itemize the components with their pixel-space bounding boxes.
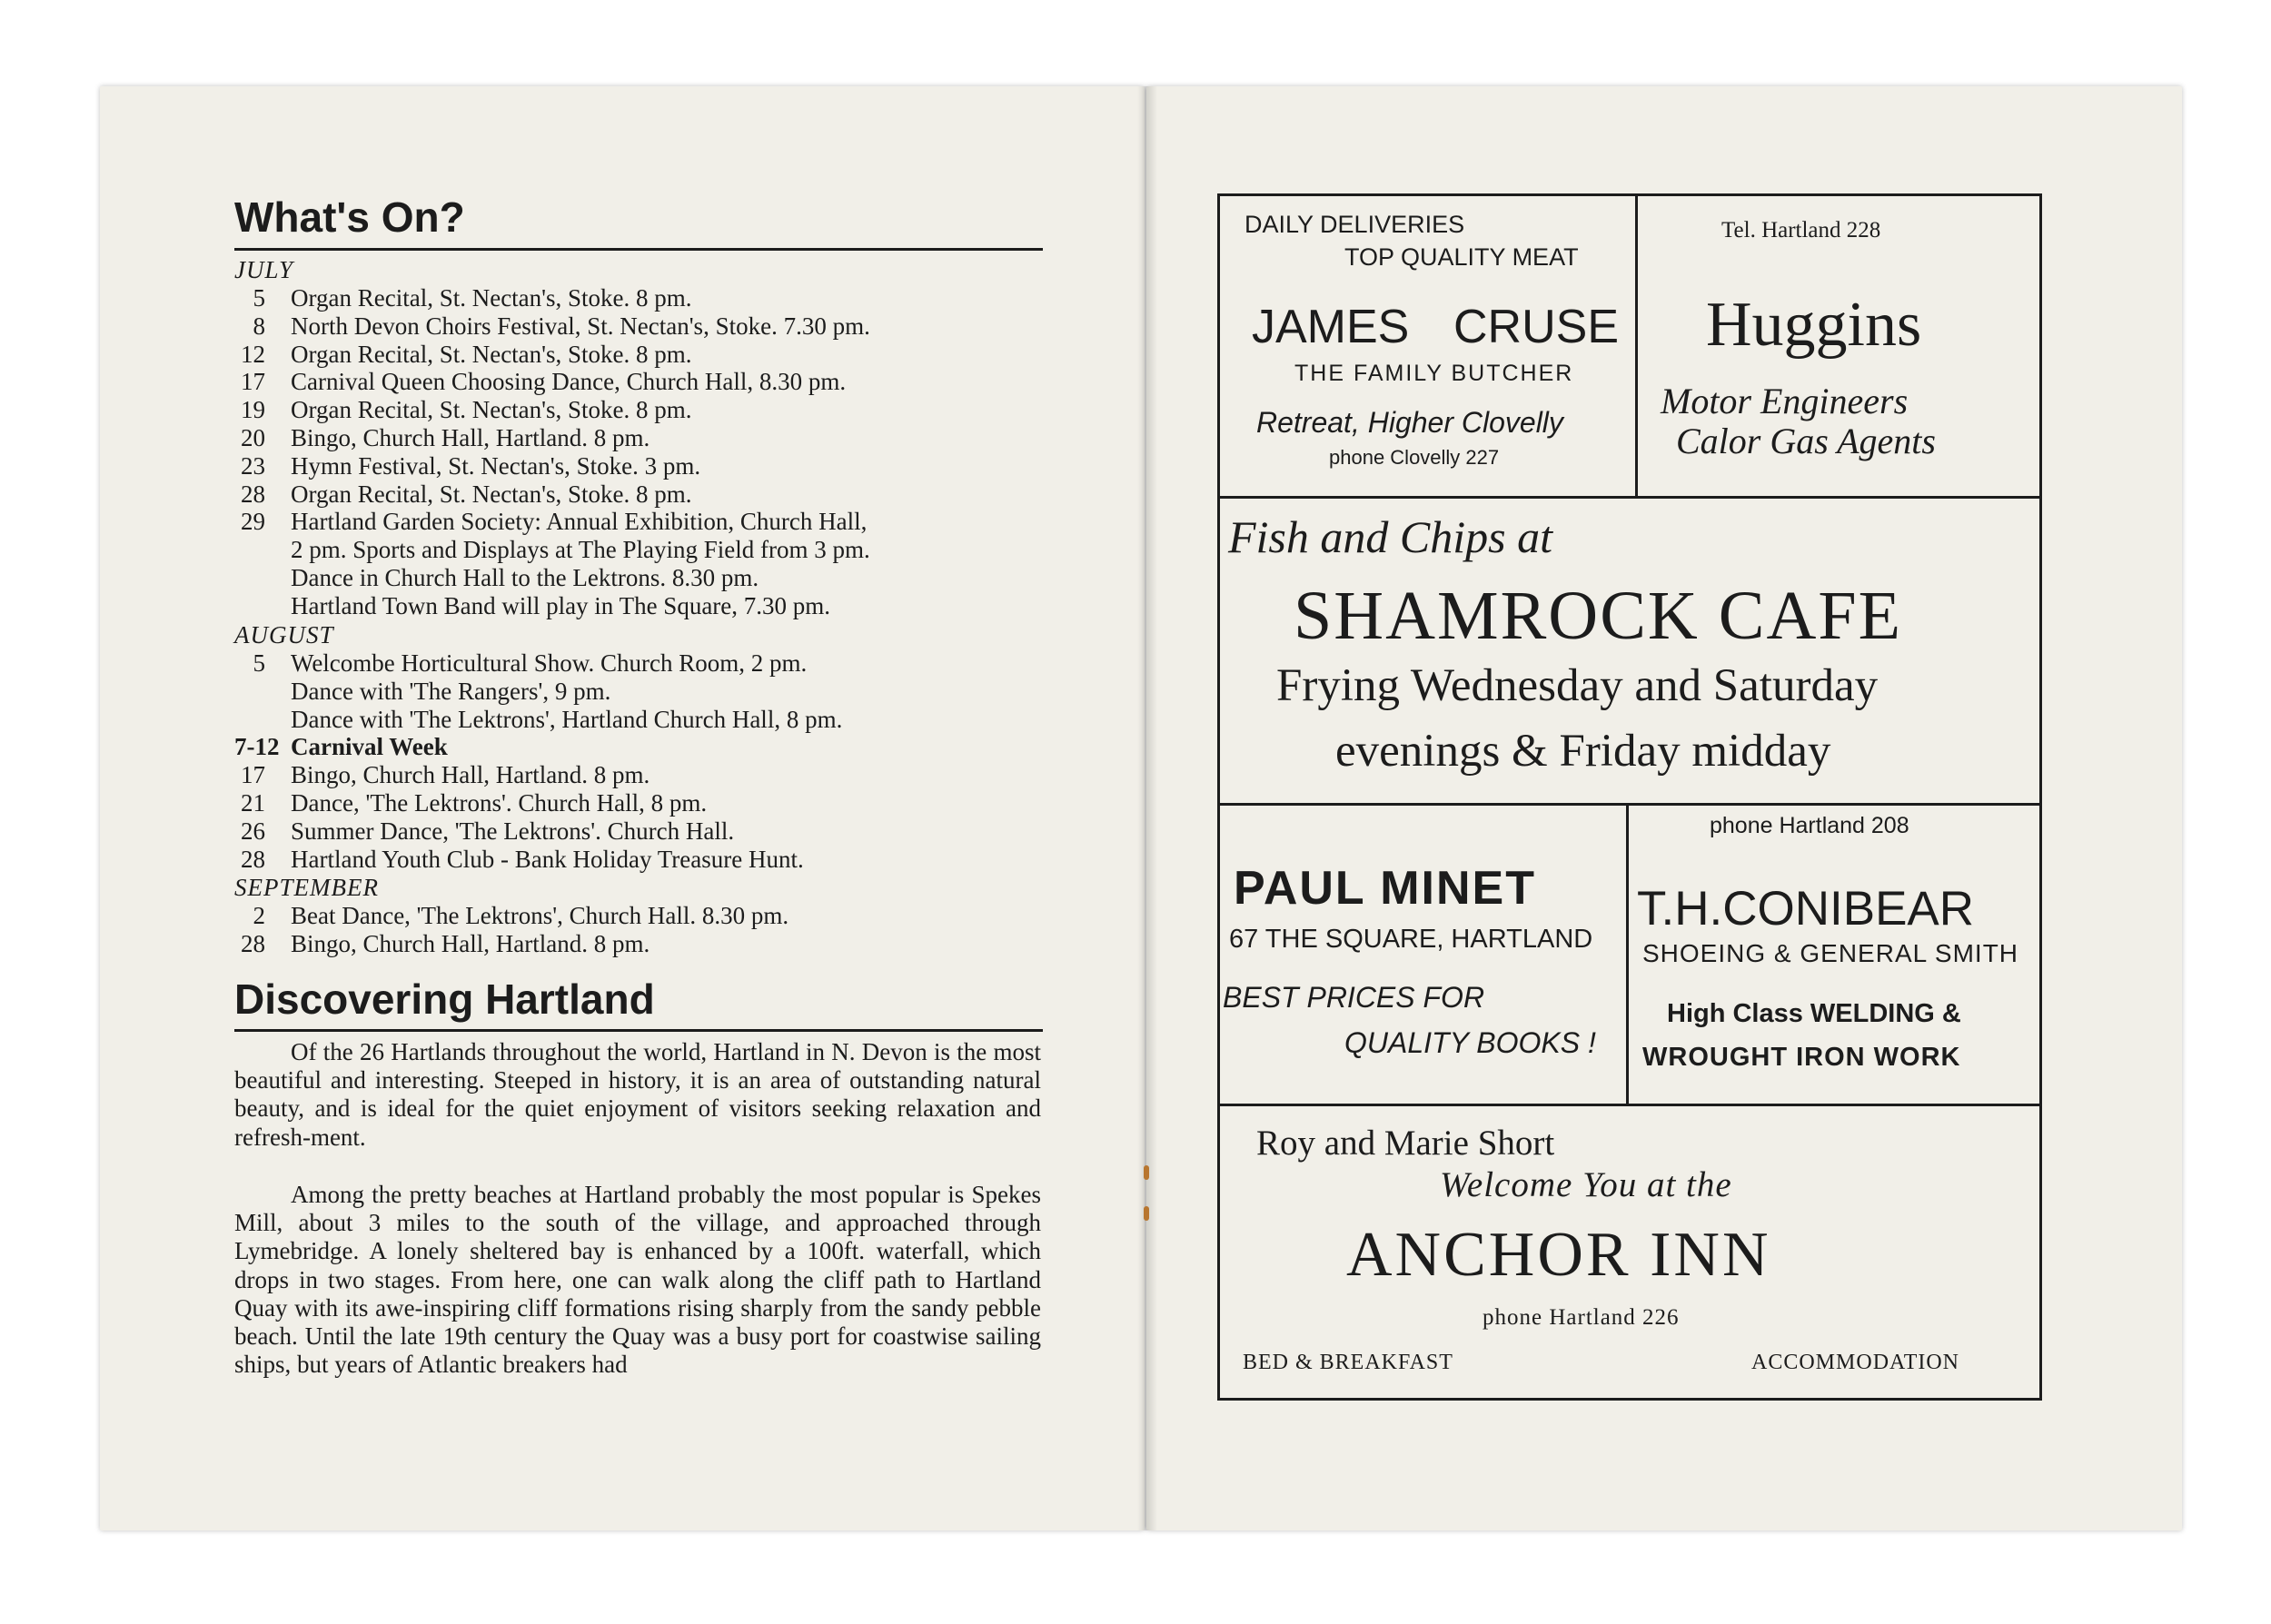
event-text: North Devon Choirs Festival, St. Nectan's, Stoke. 7.30 pm. (291, 312, 870, 340)
event-text: Dance in Church Hall to the Lektrons. 8.30 pm. (291, 564, 759, 591)
event-day: 29 (241, 508, 265, 536)
event-text: 2 pm. Sports and Displays at The Playing Field from 3 pm. (291, 536, 870, 564)
event-day: 28 (241, 845, 265, 873)
cruse-trade: THE FAMILY BUTCHER (1294, 361, 1574, 386)
staple-mark-bottom (1144, 1206, 1149, 1221)
discovering-rule (234, 1029, 1043, 1032)
event-text: Organ Recital, St. Nectan's, Stoke. 8 pm. (291, 396, 692, 424)
event-day: 2 (253, 902, 265, 929)
huggins-line-2: Calor Gas Agents (1676, 421, 1936, 461)
event-text: Welcombe Horticultural Show. Church Room, 2 pm. (291, 649, 808, 677)
shamrock-line-2: evenings & Friday midday (1335, 726, 1831, 777)
event-text: Organ Recital, St. Nectan's, Stoke. 8 pm. (291, 480, 692, 508)
event-day: 5 (253, 649, 265, 677)
event-day: 23 (241, 451, 265, 480)
event-text: Carnival Week (291, 733, 448, 761)
cruse-line-1: DAILY DELIVERIES (1245, 211, 1465, 238)
cruse-line-2: TOP QUALITY MEAT (1344, 243, 1579, 271)
anchor-name: ANCHOR INN (1346, 1220, 1771, 1290)
conibear-name: T.H.CONIBEAR (1637, 882, 1975, 936)
event-day: 5 (253, 284, 265, 312)
anchor-accommodation: ACCOMMODATION (1751, 1351, 1960, 1374)
event-text: Bingo, Church Hall, Hartland. 8 pm. (291, 424, 650, 451)
minet-line-1: BEST PRICES FOR (1223, 981, 1485, 1014)
event-text: Organ Recital, St. Nectan's, Stoke. 8 pm. (291, 340, 692, 368)
event-day: 28 (241, 929, 265, 957)
ad-divider-2 (1217, 803, 2042, 806)
event-day: 7-12 (234, 733, 280, 761)
whats-on-heading: What's On? (234, 193, 465, 241)
event-text: Hartland Garden Society: Annual Exhibition, Church Hall, (291, 508, 868, 536)
month-label-september: SEPTEMBER (234, 874, 379, 901)
event-text: Hartland Town Band will play in The Square, 7.30 pm. (291, 591, 831, 619)
conibear-phone: phone Hartland 208 (1710, 813, 1909, 838)
cruse-name-last: CRUSE (1453, 301, 1620, 353)
anchor-welcome: Welcome You at the (1440, 1165, 1732, 1204)
conibear-trade: SHOEING & GENERAL SMITH (1642, 939, 2019, 967)
event-text: Dance with 'The Rangers', 9 pm. (291, 677, 611, 705)
huggins-tel: Tel. Hartland 228 (1721, 218, 1881, 243)
minet-name: PAUL MINET (1234, 862, 1536, 915)
huggins-name: Huggins (1706, 290, 1922, 360)
event-day: 17 (241, 761, 265, 789)
event-day: 8 (253, 312, 265, 340)
shamrock-intro: Fish and Chips at (1228, 511, 1552, 562)
minet-line-2: QUALITY BOOKS ! (1344, 1026, 1596, 1059)
discovering-paragraph-2: Among the pretty beaches at Hartland probably the most popular is Spekes Mill, about 3 miles to the south of the village, and approached through Lymebridge. A lonely sheltered bay is enhanced by a 100ft. waterfall, which drops in two stages. From here, one can walk along the cliff path to Hartland Quay with its awe-inspiring cliff formations rising sharply from the sandy pebble beach. Until the late 19th century the Quay was a busy port for coastwise sailing ships, but years of Atlantic breakers had (234, 1181, 1041, 1379)
month-label-august: AUGUST (234, 621, 334, 649)
event-text: Summer Dance, 'The Lektrons'. Church Hall. (291, 817, 735, 845)
cruse-name-first: JAMES (1252, 301, 1410, 353)
event-text: Hartland Youth Club - Bank Holiday Treasure Hunt. (291, 845, 804, 873)
event-text: Dance with 'The Lektrons', Hartland Church Hall, 8 pm. (291, 705, 843, 733)
anchor-bed-breakfast: BED & BREAKFAST (1243, 1351, 1453, 1374)
huggins-line-1: Motor Engineers (1661, 381, 1909, 421)
shamrock-name: SHAMROCK CAFE (1294, 578, 1903, 654)
ad-vertical-divider-bottom (1626, 805, 1629, 1104)
discovering-heading: Discovering Hartland (234, 975, 655, 1023)
event-day: 20 (241, 424, 265, 451)
staple-mark-top (1144, 1165, 1149, 1180)
event-day: 12 (241, 340, 265, 368)
event-text: Dance, 'The Lektrons'. Church Hall, 8 pm. (291, 789, 708, 817)
whats-on-rule (234, 248, 1043, 251)
ad-vertical-divider-top (1635, 195, 1638, 496)
event-text: Bingo, Church Hall, Hartland. 8 pm. (291, 929, 650, 957)
cruse-phone: phone Clovelly 227 (1329, 446, 1500, 469)
event-day: 28 (241, 480, 265, 508)
event-day: 21 (241, 789, 265, 817)
conibear-line-1: High Class WELDING & (1667, 999, 1961, 1028)
discovering-paragraph-1: Of the 26 Hartlands throughout the world, Hartland in N. Devon is the most beautiful and interesting. Steeped in history, it is an area of outstanding natural beauty, and is ideal for the quiet enjoyment of visitors seeking relaxation and refresh-ment. (234, 1038, 1041, 1151)
anchor-phone: phone Hartland 226 (1483, 1305, 1680, 1330)
event-text: Hymn Festival, St. Nectan's, Stoke. 3 pm. (291, 451, 701, 480)
event-text: Beat Dance, 'The Lektrons', Church Hall. 8.30 pm. (291, 902, 789, 929)
event-day: 19 (241, 396, 265, 424)
shamrock-line-1: Frying Wednesday and Saturday (1276, 660, 1879, 711)
event-text: Organ Recital, St. Nectan's, Stoke. 8 pm. (291, 284, 692, 312)
cruse-address: Retreat, Higher Clovelly (1256, 406, 1563, 439)
minet-address: 67 THE SQUARE, HARTLAND (1229, 925, 1593, 954)
event-text: Carnival Queen Choosing Dance, Church Hall, 8.30 pm. (291, 368, 847, 396)
page-gutter (1137, 86, 1157, 1530)
conibear-line-2: WROUGHT IRON WORK (1642, 1043, 1961, 1072)
event-day: 26 (241, 817, 265, 845)
anchor-hosts: Roy and Marie Short (1256, 1124, 1555, 1163)
ad-divider-3 (1217, 1104, 2042, 1106)
month-label-july: JULY (234, 256, 293, 283)
event-day: 17 (241, 368, 265, 396)
event-text: Bingo, Church Hall, Hartland. 8 pm. (291, 761, 650, 789)
ad-divider-1 (1217, 496, 2042, 499)
